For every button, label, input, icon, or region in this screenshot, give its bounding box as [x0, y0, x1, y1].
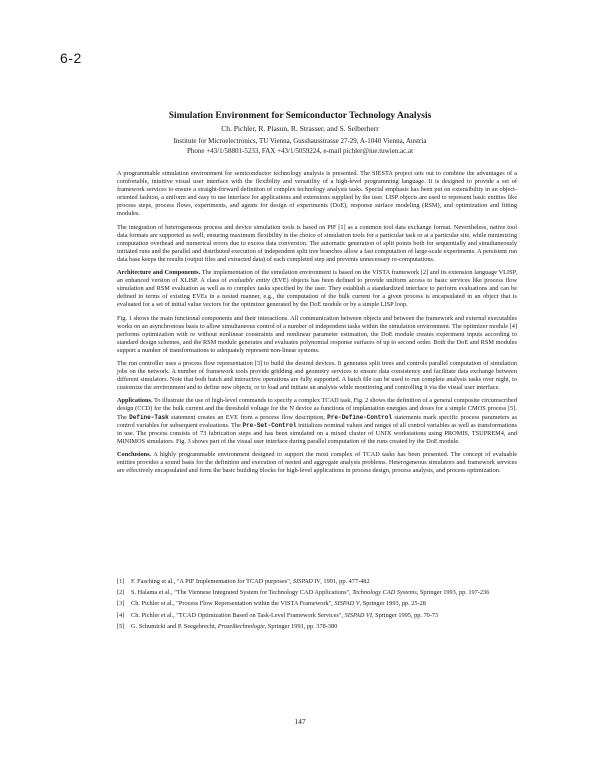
conclusions-text: A highly programmable environment designed to support the most complex of TCAD tasks has been presented. The concept of evaluable entities provides a sound basis for the definition and execution of nested and aggregate analysis problems. Heterogeneous simulators and framework services are effectively encapsulated and form the basic building blocks for high-level applications in process design, process analysis, and process optimization. [117, 450, 518, 475]
architecture-term: evaluable entity [229, 277, 270, 285]
reference-number: [2] [117, 589, 125, 597]
applications-heading: Applications. [117, 397, 153, 405]
affiliation-contact: Phone +43/1/58801-5233, FAX +43/1/5059224, e-mail pichler@iue.tuwien.ac.at [186, 146, 414, 155]
reference-text: S. Halama et al., "The Viennese Integrated System for Technology CAD Applications", [131, 589, 351, 597]
run-controller-paragraph: The run controller uses a process flow representation [3] to build the desired devices. It generates split trees and controls parallel computation of simulation jobs on the network. A number of framework tools provide gridding and geometry services to ensure data consistency and facilitate data exchange between different simulators. Note that both batch and interactive operations are fully supported. A batch file can be used to run complete analysis tasks over night, to customize the environment and to define new objects, or to load and initiate an analysis while monitoring and controlling it via the visual user interface. [117, 359, 517, 392]
applications-text-4: initializes nominal values and ranges of all control variables as well as transformations in use. The process consists of 73 fabrication steps and has been simulated on a mixed cluster of UNIX workstations using PROMIS, TSUPREM4, and MINIMOS simulators. Fig. 3 shows part of the visual user interface during parallel computation of the runs created by the DoE module. [117, 421, 518, 445]
reference-venue: SISPAD V [334, 600, 360, 608]
reference-text: F. Fasching et al., "A PIF Implementation for TCAD purposes", [131, 578, 292, 585]
reference-venue: Prozeßtechnologie [217, 622, 265, 630]
reference-item [117, 589, 517, 597]
conclusions-heading: Conclusions. [117, 450, 152, 458]
reference-item [117, 623, 517, 631]
architecture-text-1: The implementation of the simulation environment is based on the VISTA framework [2] and its extension language VLISP, an enhanced version of XLISP. A class of [117, 269, 517, 285]
reference-pages: , Springer 1993, pp. 197-236 [416, 589, 490, 597]
references-list [117, 578, 517, 634]
reference-number: [3] [117, 600, 125, 608]
applications-paragraph [117, 397, 517, 446]
applications-text-3: statements mark specific process parameters as control variables for subsequent evaluations. The [117, 413, 517, 429]
reference-pages: , Springer 1991, pp. 378-380 [264, 622, 338, 630]
applications-text-2: statement creates an EVE from a process flow description, [171, 413, 325, 421]
code-pre-define-control: Pre-Define-Control [327, 413, 392, 421]
abstract-paragraph-1: A programmable simulation environment for semiconductor technology analysis is presented. The SIESTA project sets out to combine the advantages of a comfortable, intuitive visual user interface with the flexibility and versatility of a high-level programming language. It is designed to provide a set of framework services to ensure a straight-forward definition of complex technology analysis tasks. Special emphasis has been put on extensibility in an object-oriented fashion, a uniform and easy to use interface for applications and extensions supplied by the user. LISP objects are used to represent basic entities like process steps, process flows, experiments, and agents for design of experiments (DoE), response surface modeling (RSM), and optimization and fitting modules. [117, 170, 517, 218]
reference-venue: Technology CAD Systems [352, 589, 417, 597]
paper-affiliation [0, 137, 600, 156]
reference-number: [1] [117, 578, 125, 585]
session-label: 6-2 [60, 50, 82, 66]
code-define-task: Define-Task [129, 413, 169, 421]
paper-title: Simulation Environment for Semiconductor Technology Analysis [168, 111, 432, 121]
architecture-heading: Architecture and Components. [117, 269, 201, 277]
paper-authors: Ch. Pichler, R. Plasun, R. Strasser, and S. Selberherr [221, 124, 379, 133]
reference-pages: , Springer 1995, pp. 70-73 [371, 611, 439, 619]
fig1-paragraph: Fig. 1 shows the main functional components and their interactions. All communication between objects and between the framework and external executables works on an asynchronous basis to allow simultaneous control of a number of independent tasks within the simulation environment. The optimizer module [4] performs optimization with or without nonlinear constraints and nonlinear parameter estimation, the DoE module creates experiment inputs according to standard design schemes, and the RSM module generates and evaluates polynomial response surfaces of up to second order. Both the DoE and RSM modules support a number of transformations to adequately represent non-linear systems. [117, 314, 517, 354]
reference-venue: SISPAD IV [292, 578, 321, 585]
page-number: 147 [294, 717, 306, 726]
reference-item [117, 578, 517, 586]
abstract-paragraph-2: The integration of heterogeneous process and device simulation tools is based on PIF [1] as a common tool data exchange format. Nevertheless, native tool data formats are supported as well, ensuring maximum flexibility in the choice of simulation tools for a particular task or at a particular site, while minimizing computation overhead and numerical errors due to excess data conversion. The automatic generation of split points both for sequentially and simultaneously initiated runs and the parallel and distributed execution of independent split tree branches allow a fast computation of large-scale experiments. A persistent run data base keeps the results (output files and extracted data) of each completed step and prevents unnecessary re-computations. [117, 223, 517, 263]
applications-text-1: To illustrate the use of high-level commands to specify a complex TCAD task, Fig. 2 shows the definition of a general composite circumscribed design (CCD) for the bulk current and the threshold voltage for the N device as functions of implantation energies and doses for a simple CMOS process [5]. The [117, 397, 517, 421]
reference-text: Ch. Pichler et al., "TCAD Optimization Based on Task-Level Framework Services", [131, 611, 343, 619]
code-pre-set-control: Pre-Set-Control [242, 421, 297, 429]
paper-body [117, 170, 517, 480]
conclusions-paragraph [117, 451, 517, 475]
affiliation-address: Institute for Microelectronics, TU Vienna, Gusshausstrasse 27-29, A-1040 Vienna, Austria [173, 137, 427, 145]
reference-item [117, 600, 517, 608]
reference-number: [4] [117, 611, 125, 619]
reference-venue: SISPAD VI [344, 611, 372, 619]
reference-pages: , 1991, pp. 477-482 [320, 578, 370, 585]
reference-item [117, 612, 517, 620]
reference-text: G. Schumicki and P. Seegebrecht, [131, 622, 217, 630]
reference-number: [5] [117, 622, 125, 630]
reference-pages: , Springer 1993, pp. 25-28 [359, 600, 426, 608]
architecture-paragraph [117, 269, 517, 309]
reference-text: Ch. Pichler et al., "Process Flow Representation within the VISTA Framework", [131, 600, 333, 608]
architecture-text-2: (EVE) objects has been defined to provide uniform access to basic services like process flow simulation and RSM evaluation as well as to complex tasks specified by the user. They establish a standardized interface to perform evaluations and can be defined in terms of existing EVEs in a nested manner, e.g., the computation of the bulk current for a given process is encapsulated in an object that is evaluated for a set of initial value vectors for the optimizer generated by the DoE module or by a simple LISP loop. [117, 277, 518, 309]
